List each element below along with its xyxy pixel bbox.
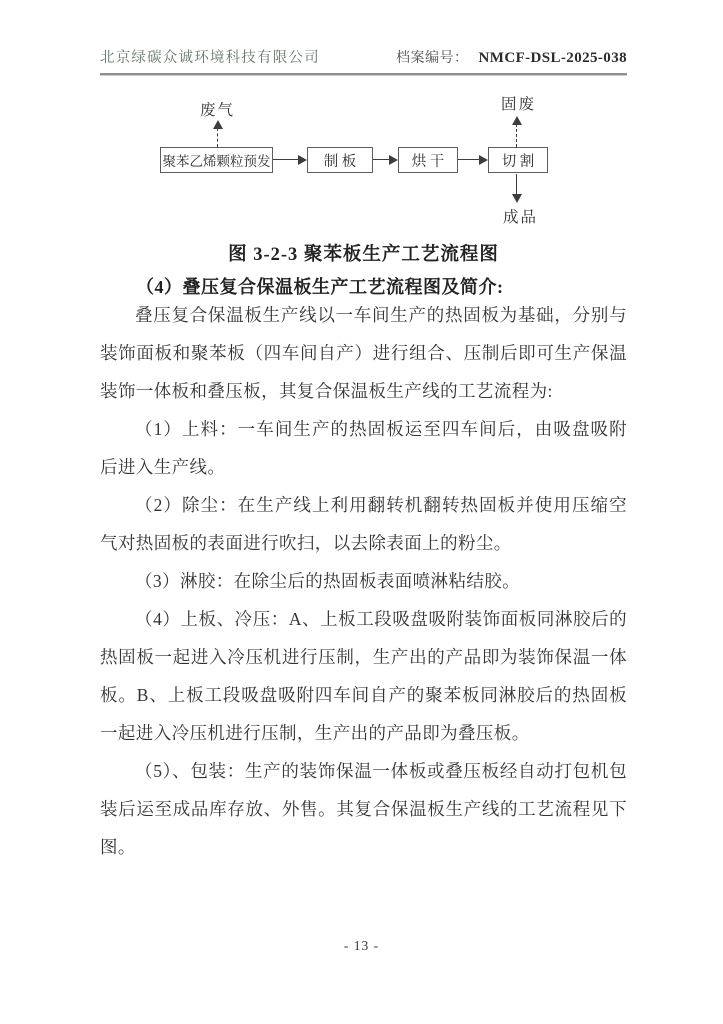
archive-number: NMCF-DSL-2025-038 bbox=[478, 50, 627, 66]
flow-arrow-3 bbox=[458, 153, 488, 167]
paragraph-step-1: （1）上料：一车间生产的热固板运至四车间后，由吸盘吸附后进入生产线。 bbox=[100, 419, 627, 477]
flow-box-cutting: 切 割 bbox=[488, 147, 548, 173]
flow-arrow-2 bbox=[373, 153, 398, 167]
section-heading: （4）叠压复合保温板生产工艺流程图及简介: bbox=[136, 277, 504, 297]
paragraph-step-3: （3）淋胶：在除尘后的热固板表面喷淋粘结胶。 bbox=[135, 571, 521, 591]
flow-box-board-making: 制 板 bbox=[307, 147, 373, 173]
figure-caption: 图 3-2-3 聚苯板生产工艺流程图 bbox=[228, 245, 499, 265]
paragraph-intro: 叠压复合保温板生产线以一车间生产的热固板为基础，分别与装饰面板和聚苯板（四车间自产）进行组合、压制后即可生产保温装饰一体板和叠压板，其复合保温板生产线的工艺流程为: bbox=[100, 305, 627, 401]
company-name: 北京绿碳众诚环境科技有限公司 bbox=[100, 50, 320, 66]
flow-box-pre-expansion: 聚苯乙烯颗粒预发 bbox=[160, 147, 273, 173]
page-header bbox=[100, 46, 627, 67]
solid-waste-label: 固废 bbox=[501, 96, 537, 113]
paragraph-step-2: （2）除尘：在生产线上利用翻转机翻转热固板并使用压缩空气对热固板的表面进行吹扫，以去除表面上的粉尘。 bbox=[100, 495, 627, 553]
process-flow-diagram bbox=[130, 90, 590, 238]
body-text bbox=[100, 296, 627, 866]
waste-gas-label: 废气 bbox=[200, 102, 236, 119]
paragraph-step-4: （4）上板、冷压：A、上板工段吸盘吸附装饰面板同淋胶后的热固板一起进入冷压机进行压制，生产出的产品即为装饰保温一体板。B、上板工段吸盘吸附四车间自产的聚苯板同淋胶后的热固板一起进入冷压机进行压制，生产出的产品即为叠压板。 bbox=[100, 609, 627, 743]
page-number: - 13 - bbox=[343, 938, 380, 953]
flow-arrow-1 bbox=[273, 153, 307, 167]
archive-number-field bbox=[396, 47, 627, 67]
product-label: 成品 bbox=[503, 209, 539, 226]
archive-label: 档案编号： bbox=[396, 51, 469, 66]
flow-box-drying: 烘 干 bbox=[398, 147, 458, 173]
header-divider bbox=[100, 73, 627, 76]
paragraph-step-5: （5）、包装：生产的装饰保温一体板或叠压板经自动打包机包装后运至成品库存放、外售。其复合保温板生产线的工艺流程见下图。 bbox=[100, 761, 627, 857]
